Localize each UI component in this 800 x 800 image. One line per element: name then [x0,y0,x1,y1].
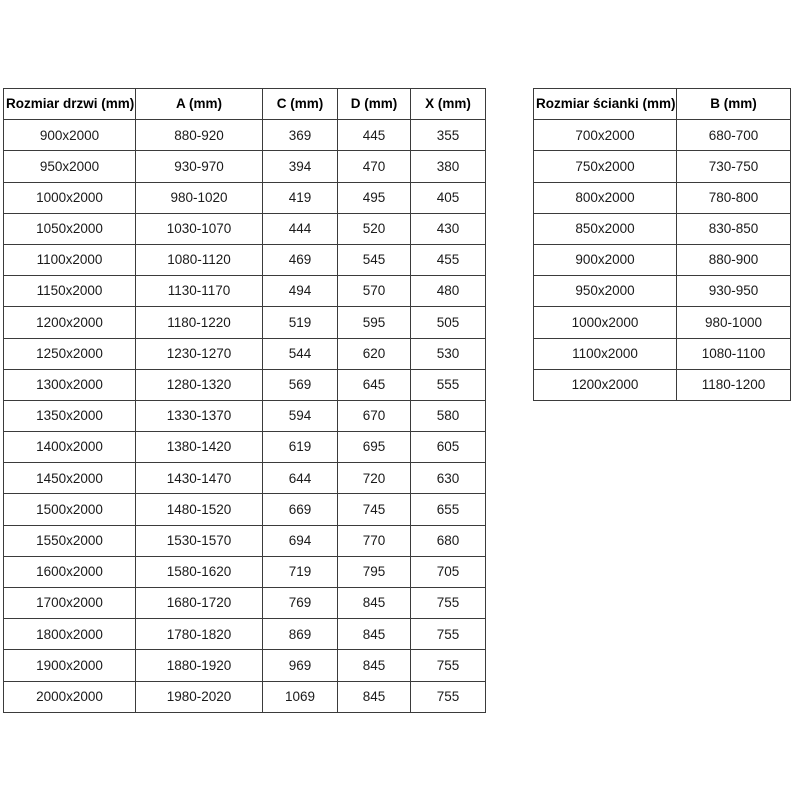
table-row [4,120,486,151]
table-cell: 880-920 [136,120,263,151]
table-cell: 569 [263,369,338,400]
table-cell: 1580-1620 [136,556,263,587]
table-cell: 1430-1470 [136,463,263,494]
table-cell: 1380-1420 [136,432,263,463]
table-cell: 1500x2000 [4,494,136,525]
header-row [534,89,791,120]
table-row [4,400,486,431]
table-cell: 455 [411,244,486,275]
table-cell: 1530-1570 [136,525,263,556]
table-cell: 1100x2000 [4,244,136,275]
table-cell: 969 [263,650,338,681]
table-cell: 1280-1320 [136,369,263,400]
table-cell: 570 [338,276,411,307]
table-cell: 1680-1720 [136,588,263,619]
table-cell: 405 [411,182,486,213]
table-cell: 930-950 [677,276,791,307]
table-row [4,432,486,463]
column-header: B (mm) [677,89,791,120]
table-cell: 770 [338,525,411,556]
table-cell: 494 [263,276,338,307]
table-cell: 900x2000 [534,244,677,275]
table-cell: 845 [338,681,411,712]
table-row [4,525,486,556]
table-cell: 1080-1120 [136,244,263,275]
table-cell: 1400x2000 [4,432,136,463]
table-cell: 719 [263,556,338,587]
header-row [4,89,486,120]
table-cell: 1980-2020 [136,681,263,712]
table-cell: 1900x2000 [4,650,136,681]
table-cell: 930-970 [136,151,263,182]
table-cell: 444 [263,213,338,244]
table-cell: 595 [338,307,411,338]
table-cell: 980-1000 [677,307,791,338]
table-cell: 470 [338,151,411,182]
table-cell: 950x2000 [4,151,136,182]
table-cell: 1700x2000 [4,588,136,619]
table-cell: 2000x2000 [4,681,136,712]
table-cell: 544 [263,338,338,369]
table-cell: 555 [411,369,486,400]
table-cell: 1030-1070 [136,213,263,244]
table-cell: 1450x2000 [4,463,136,494]
table-cell: 695 [338,432,411,463]
table-cell: 1080-1100 [677,338,791,369]
table-row [4,588,486,619]
table-cell: 545 [338,244,411,275]
table-cell: 700x2000 [534,120,677,151]
column-header: Rozmiar ścianki (mm) [534,89,677,120]
table-cell: 1480-1520 [136,494,263,525]
table-cell: 780-800 [677,182,791,213]
table-cell: 680-700 [677,120,791,151]
table-cell: 655 [411,494,486,525]
table-cell: 1130-1170 [136,276,263,307]
table-cell: 769 [263,588,338,619]
table-cell: 495 [338,182,411,213]
table-cell: 605 [411,432,486,463]
table-row [4,182,486,213]
table-cell: 850x2000 [534,213,677,244]
table-cell: 1600x2000 [4,556,136,587]
table-cell: 644 [263,463,338,494]
table-row [4,463,486,494]
table-cell: 950x2000 [534,276,677,307]
table-cell: 869 [263,619,338,650]
column-header: A (mm) [136,89,263,120]
table-cell: 1800x2000 [4,619,136,650]
column-header: D (mm) [338,89,411,120]
table-cell: 705 [411,556,486,587]
table-cell: 694 [263,525,338,556]
column-header: Rozmiar drzwi (mm) [4,89,136,120]
table-cell: 1780-1820 [136,619,263,650]
table-cell: 419 [263,182,338,213]
column-header: X (mm) [411,89,486,120]
table-cell: 669 [263,494,338,525]
table-cell: 1000x2000 [4,182,136,213]
table-cell: 980-1020 [136,182,263,213]
table-cell: 520 [338,213,411,244]
table-row [4,307,486,338]
table-cell: 1350x2000 [4,400,136,431]
table-cell: 1300x2000 [4,369,136,400]
table-cell: 750x2000 [534,151,677,182]
table-cell: 355 [411,120,486,151]
table-cell: 580 [411,400,486,431]
table-cell: 1230-1270 [136,338,263,369]
table-cell: 1050x2000 [4,213,136,244]
table-cell: 1330-1370 [136,400,263,431]
table-cell: 1200x2000 [534,369,677,400]
table-cell: 1200x2000 [4,307,136,338]
table-cell: 445 [338,120,411,151]
table-row [534,276,791,307]
table-row [534,307,791,338]
table-cell: 505 [411,307,486,338]
table-cell: 619 [263,432,338,463]
table-cell: 845 [338,588,411,619]
table-cell: 900x2000 [4,120,136,151]
table-cell: 1100x2000 [534,338,677,369]
table-cell: 720 [338,463,411,494]
table-row [534,213,791,244]
table-row [4,681,486,712]
column-header: C (mm) [263,89,338,120]
table-cell: 1550x2000 [4,525,136,556]
table-row [534,151,791,182]
table-cell: 845 [338,650,411,681]
table-cell: 755 [411,588,486,619]
table-cell: 830-850 [677,213,791,244]
table-cell: 730-750 [677,151,791,182]
table-cell: 1880-1920 [136,650,263,681]
table-row [4,369,486,400]
table-row [4,556,486,587]
table-cell: 755 [411,681,486,712]
table-cell: 755 [411,650,486,681]
table-cell: 594 [263,400,338,431]
table-cell: 630 [411,463,486,494]
table-cell: 1069 [263,681,338,712]
table-cell: 795 [338,556,411,587]
table-cell: 620 [338,338,411,369]
table-row [4,151,486,182]
table-row [534,369,791,400]
table-cell: 680 [411,525,486,556]
table-row [534,182,791,213]
table-cell: 1180-1200 [677,369,791,400]
table-cell: 469 [263,244,338,275]
table-row [4,619,486,650]
table-cell: 755 [411,619,486,650]
table-cell: 1180-1220 [136,307,263,338]
table-cell: 800x2000 [534,182,677,213]
table-cell: 845 [338,619,411,650]
table-cell: 880-900 [677,244,791,275]
table-cell: 745 [338,494,411,525]
table-row [534,120,791,151]
table-row [534,338,791,369]
table-row [4,338,486,369]
door-size-table [3,88,486,713]
wall-size-table [533,88,791,401]
table-cell: 670 [338,400,411,431]
table-cell: 480 [411,276,486,307]
table-row [4,650,486,681]
table-cell: 1150x2000 [4,276,136,307]
table-row [4,213,486,244]
table-row [4,494,486,525]
table-cell: 380 [411,151,486,182]
table-row [534,244,791,275]
table-cell: 1250x2000 [4,338,136,369]
table-cell: 519 [263,307,338,338]
table-cell: 530 [411,338,486,369]
table-cell: 369 [263,120,338,151]
table-cell: 430 [411,213,486,244]
table-row [4,276,486,307]
table-cell: 1000x2000 [534,307,677,338]
table-cell: 645 [338,369,411,400]
table-cell: 394 [263,151,338,182]
table-row [4,244,486,275]
